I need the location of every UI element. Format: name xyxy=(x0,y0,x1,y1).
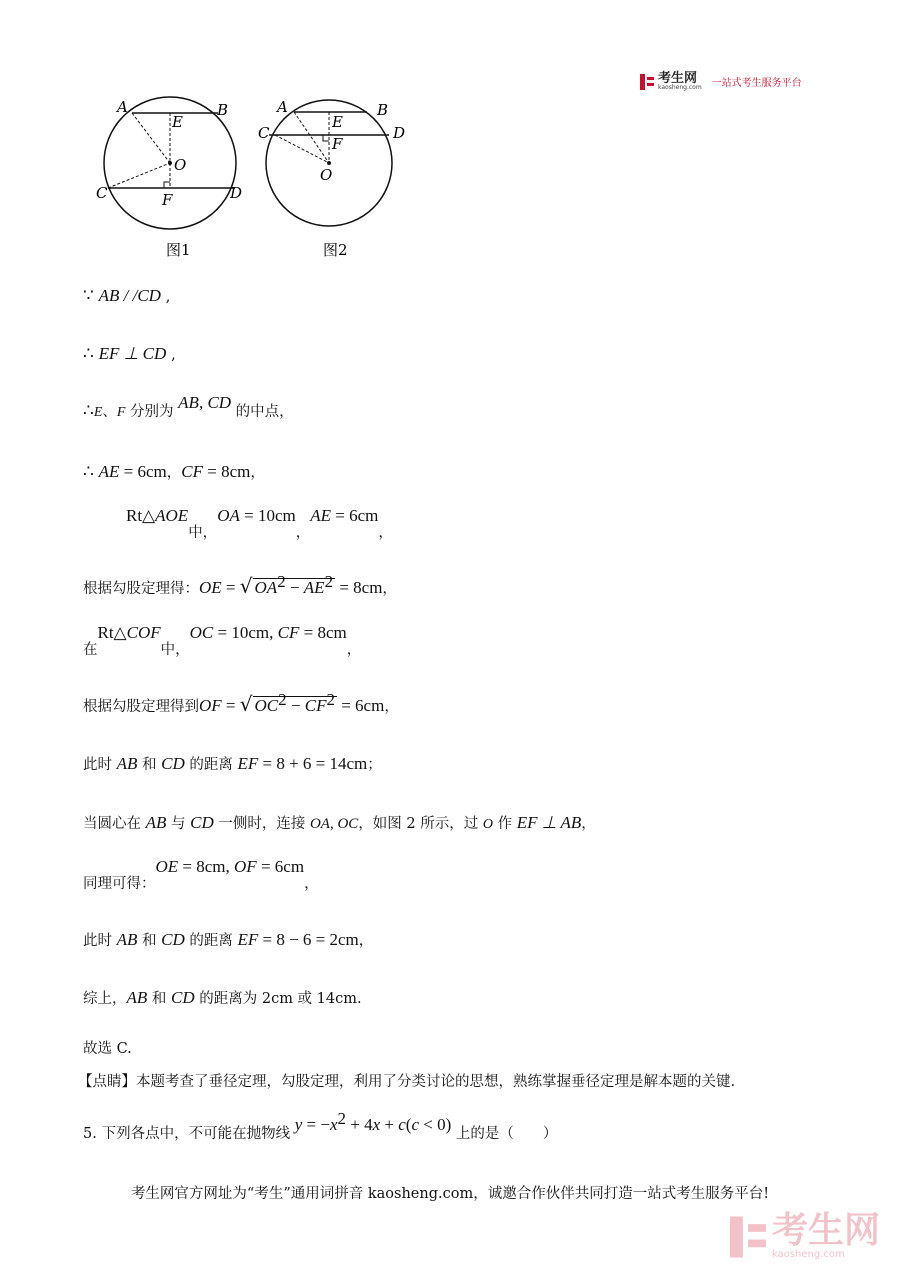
text: 和 xyxy=(137,933,162,949)
rt-triangle: Rt△ xyxy=(126,506,156,525)
figure-2 xyxy=(258,98,405,259)
punct: ， xyxy=(346,642,362,658)
question-number: 5. xyxy=(83,1126,97,1142)
math-expr: EF ⊥ AB xyxy=(516,813,582,832)
radicand xyxy=(253,690,337,715)
geometry-figures xyxy=(90,95,420,265)
exponent: 2 xyxy=(278,690,287,709)
solution-line-7 xyxy=(83,623,362,658)
math-var: OA, OC xyxy=(309,816,359,832)
because-symbol: ∵ xyxy=(83,286,94,305)
header-logo xyxy=(640,72,802,91)
fig1-label-b: B xyxy=(217,101,229,119)
watermark-url: kaosheng.com xyxy=(771,1249,845,1260)
math-value: = 10cm, xyxy=(213,623,278,642)
text: 中， xyxy=(188,525,218,541)
punct: , xyxy=(165,289,171,305)
text: 综上， xyxy=(83,991,127,1007)
fig1-label-a: A xyxy=(117,98,128,116)
solution-line-1 xyxy=(83,286,170,306)
text: 此时 xyxy=(83,757,117,773)
solution-line-6 xyxy=(83,572,397,598)
math-var: OE xyxy=(199,578,222,597)
math-var: y xyxy=(294,1115,303,1134)
exponent: 2 xyxy=(337,1109,347,1128)
math-var: c xyxy=(411,1115,420,1134)
text: ，如图 2 所示，过 xyxy=(358,816,483,832)
point-e: E xyxy=(93,405,103,420)
math-var: AE xyxy=(303,578,325,597)
text: 的中点， xyxy=(231,404,294,420)
watermark xyxy=(730,1210,880,1260)
math-var: O xyxy=(482,817,493,832)
text: 分别为 xyxy=(125,404,179,420)
question-5 xyxy=(83,1109,558,1143)
math-var: CF xyxy=(304,696,327,715)
math-op: ( xyxy=(405,1115,412,1134)
punct: ， xyxy=(295,525,311,541)
fig2-label-f: F xyxy=(332,135,343,153)
fig2-label-o: O xyxy=(320,166,333,184)
fig1-label-f: F xyxy=(162,191,173,209)
solution-line-4 xyxy=(83,461,265,482)
math-var: OA xyxy=(217,506,240,525)
solution-line-5 xyxy=(126,506,393,541)
watermark-logo-icon xyxy=(730,1216,766,1258)
math-value: = 8 + 6 = 14cm xyxy=(258,754,368,773)
header-slogan: 一站式考生服务平台 xyxy=(711,78,802,89)
math-value: = 8cm, xyxy=(178,857,235,876)
math-expr: AB, CD xyxy=(178,393,232,412)
math-var: OA xyxy=(254,578,278,597)
text: 下列各点中，不可能在抛物线 xyxy=(101,1126,295,1142)
math-value: = 6cm xyxy=(119,462,167,481)
punct: ， xyxy=(581,816,596,832)
fig2-label-e: E xyxy=(332,113,343,131)
logo-icon xyxy=(640,74,654,90)
math-op: + 4 xyxy=(346,1115,373,1134)
math-var: CF xyxy=(277,623,300,642)
exponent: 2 xyxy=(324,572,334,591)
text: 的距离为 2cm 或 14cm. xyxy=(194,991,362,1007)
solution-line-12 xyxy=(83,929,373,950)
math-var: AE xyxy=(98,462,120,481)
text: 根据勾股定理得到 xyxy=(83,699,199,715)
math-op: = xyxy=(221,578,240,597)
math-var: c xyxy=(398,1115,406,1134)
text: 和 xyxy=(137,757,162,773)
punct: ； xyxy=(367,757,382,773)
math-var: OF xyxy=(199,696,222,715)
fig2-label-a: A xyxy=(277,98,288,116)
punct: ， xyxy=(166,465,182,481)
math-var: x xyxy=(329,1115,338,1134)
footer-text: 考生网官方网址为“考生”通用词拼音 kaosheng.com，诚邀合作伙伴共同打造一站式考生服务平台! xyxy=(130,1186,770,1202)
rt-triangle: Rt△ xyxy=(97,623,127,642)
text: 中， xyxy=(160,642,190,658)
radicand xyxy=(253,572,336,597)
triangle-name: AOE xyxy=(155,506,189,525)
math-value: = 8cm xyxy=(299,623,347,642)
math-var: OC xyxy=(254,696,279,715)
math-value: = 8 − 6 = 2cm xyxy=(258,930,359,949)
therefore-symbol: ∴ xyxy=(83,401,94,420)
text: 上的是（ ） xyxy=(451,1126,558,1142)
text: 作 xyxy=(492,816,517,832)
math-op: < 0) xyxy=(419,1115,452,1134)
punct: 、 xyxy=(102,404,117,420)
fig2-label-d: D xyxy=(393,124,406,142)
math-var: CD xyxy=(190,813,214,832)
text: 的距离 xyxy=(184,757,238,773)
solution-line-11 xyxy=(83,857,319,892)
math-var: AB xyxy=(116,930,138,949)
fig1-label-e: E xyxy=(172,113,183,131)
math-var: CD xyxy=(161,930,185,949)
math-value: = 8cm xyxy=(335,578,383,597)
math-var: AB xyxy=(116,754,138,773)
text: 当圆心在 xyxy=(83,816,146,832)
text: 此时 xyxy=(83,933,117,949)
point-f: F xyxy=(116,405,126,420)
punct: ， xyxy=(384,699,399,715)
fig1-label-c: C xyxy=(96,184,108,202)
solution-line-14 xyxy=(83,1037,132,1058)
therefore-symbol: ∴ xyxy=(83,344,94,363)
answer-choice: 故选 C. xyxy=(83,1041,132,1057)
therefore-symbol: ∴ xyxy=(83,462,94,481)
watermark-text: 考生网 xyxy=(771,1210,880,1251)
fig2-label-c: C xyxy=(258,124,270,142)
math-var: EF xyxy=(237,754,259,773)
math-var: CD xyxy=(161,754,185,773)
math-value: = 6cm xyxy=(256,857,305,876)
fig1-label-o: O xyxy=(174,156,187,174)
math-op: + xyxy=(380,1115,399,1134)
text: 在 xyxy=(83,642,98,658)
punct: , xyxy=(171,347,176,363)
solution-line-8 xyxy=(83,690,399,716)
logo-name: 考生网 xyxy=(658,71,698,86)
solution-line-3 xyxy=(83,393,294,421)
text: 与 xyxy=(166,816,191,832)
solution-line-13 xyxy=(83,987,362,1008)
math-var: OF xyxy=(234,857,257,876)
math-var: OE xyxy=(155,857,179,876)
exponent: 2 xyxy=(277,572,286,591)
text: 根据勾股定理得： xyxy=(83,581,199,597)
solution-line-9 xyxy=(83,753,382,774)
text: 【点睛】本题考查了垂径定理，勾股定理，利用了分类讨论的思想，熟练掌握垂径定理是解本题的关键. xyxy=(78,1074,736,1090)
solution-line-2 xyxy=(83,344,176,364)
math-value: = 10cm xyxy=(239,506,296,525)
fig2-caption: 图2 xyxy=(323,241,348,259)
fig1-label-d: D xyxy=(230,184,243,202)
punct: ， xyxy=(304,876,319,892)
exponent: 2 xyxy=(326,690,335,709)
text: 一侧时，连接 xyxy=(213,816,310,832)
math-var: CF xyxy=(181,462,203,481)
punct: ， xyxy=(250,465,265,481)
math-op: = − xyxy=(302,1115,330,1134)
math-value: = 8cm xyxy=(202,462,251,481)
solution-line-10 xyxy=(83,812,596,833)
punct: ， xyxy=(358,933,374,949)
sqrt-icon: √ xyxy=(239,692,253,716)
logo-url: kaosheng.com xyxy=(658,84,702,91)
math-op: = xyxy=(221,696,240,715)
text: 和 xyxy=(147,991,171,1007)
sqrt-icon: √ xyxy=(239,574,253,598)
math-var: EF xyxy=(237,930,259,949)
math-op: − xyxy=(285,578,304,597)
text: 同理可得： xyxy=(83,876,156,892)
fig1-caption: 图1 xyxy=(166,241,191,259)
math-var: AB xyxy=(126,988,148,1007)
punct: ， xyxy=(378,525,393,541)
math-var: OC xyxy=(189,623,214,642)
math-expr: AB / /CD xyxy=(98,286,161,305)
math-value: = 6cm xyxy=(336,696,385,715)
logo-text xyxy=(658,72,702,91)
triangle-name: COF xyxy=(126,623,161,642)
math-op: − xyxy=(286,696,305,715)
math-var: AE xyxy=(310,506,331,525)
math-var: AB xyxy=(145,813,167,832)
math-value: = 6cm xyxy=(331,506,379,525)
figure-1 xyxy=(96,97,242,259)
fig2-label-b: B xyxy=(377,101,389,119)
math-var: CD xyxy=(171,988,195,1007)
punct: ， xyxy=(382,581,397,597)
text: 的距离 xyxy=(184,933,238,949)
dianjing-note xyxy=(78,1070,735,1091)
math-expr: EF ⊥ CD xyxy=(98,344,167,363)
math-var: x xyxy=(372,1115,381,1134)
